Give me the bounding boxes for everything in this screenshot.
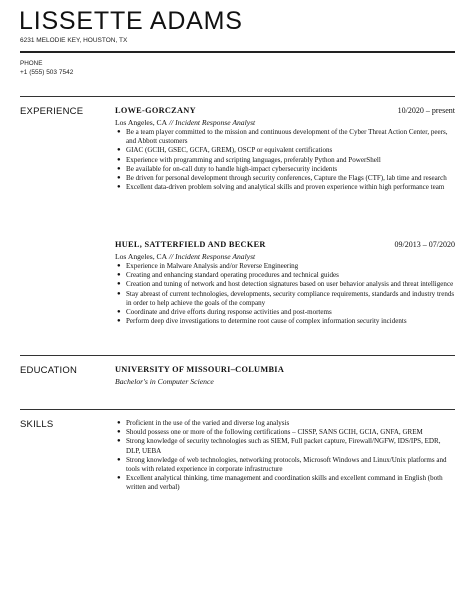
list-item bbox=[115, 165, 455, 174]
list-item bbox=[115, 428, 455, 437]
bullet-icon: ● bbox=[117, 184, 121, 191]
section-title-experience: EXPERIENCE bbox=[20, 106, 84, 117]
separator: // bbox=[167, 252, 176, 261]
header-divider bbox=[20, 51, 455, 53]
company-name: HUEL, SATTERFIELD AND BECKER bbox=[115, 240, 266, 249]
section-title-education: EDUCATION bbox=[20, 365, 78, 376]
list-item bbox=[115, 308, 455, 317]
list-item bbox=[115, 262, 455, 271]
bullet-text: GIAC (GCIH, GSEC, GCFA, GREM), OSCP or equivalent certifications bbox=[126, 146, 333, 155]
employment-dates: 10/2020 – present bbox=[397, 106, 455, 115]
bullet-icon: ● bbox=[117, 318, 121, 325]
separator: // bbox=[167, 118, 176, 127]
bullet-text: Experience in Malware Analysis and/or Reverse Engineering bbox=[126, 262, 299, 270]
skills-entry bbox=[115, 419, 455, 493]
skill-text: Should possess one or more of the following certifications – CISSP, SANS GCIH, GCIA, GNFA, GREM bbox=[126, 428, 423, 437]
list-item bbox=[115, 128, 455, 146]
employment-dates: 09/2013 – 07/2020 bbox=[394, 240, 455, 249]
bullet-text: Perform deep dive investigations to determine root cause of complex information security incidents bbox=[126, 317, 407, 326]
skill-text: Strong knowledge of web technologies, networking protocols, Microsoft Windows and Linux/Unix platforms and tools with related experience in corporate infrastructure bbox=[126, 455, 447, 474]
list-item bbox=[115, 174, 455, 183]
bullet-icon: ● bbox=[117, 309, 121, 316]
location: Los Angeles, CA bbox=[115, 252, 168, 261]
list-item bbox=[115, 290, 455, 308]
job-title: Incident Response Analyst bbox=[175, 118, 256, 127]
bullet-icon: ● bbox=[117, 129, 121, 135]
bullet-text: Creating and enhancing standard operating procedures and technical guides bbox=[126, 271, 339, 280]
bullet-list bbox=[115, 262, 455, 326]
list-item bbox=[115, 146, 455, 155]
job-title: Incident Response Analyst bbox=[175, 252, 256, 261]
degree: Bachelor's in Computer Science bbox=[115, 377, 214, 386]
skills-list bbox=[115, 419, 455, 493]
phone-number: +1 (555) 503 7542 bbox=[20, 69, 74, 76]
bullet-icon: ● bbox=[117, 429, 121, 436]
bullet-text: Creation and tuning of network and host detection signatures based on user behavior analysis and threat intelligence bbox=[126, 280, 454, 289]
bullet-icon: ● bbox=[117, 147, 121, 154]
bullet-text: Excellent data-driven problem solving and analytical skills and proven experience within high performance team bbox=[126, 183, 445, 192]
entry-header bbox=[115, 240, 455, 251]
bullet-text: Be available for on-call duty to handle high-impact cybersecurity incidents bbox=[126, 164, 338, 173]
company-name: LOWE-GORCZANY bbox=[115, 106, 196, 115]
bullet-icon: ● bbox=[117, 475, 121, 482]
skill-text: Proficient in the use of the varied and diverse log analysis bbox=[126, 419, 290, 427]
bullet-icon: ● bbox=[117, 272, 121, 279]
list-item bbox=[115, 456, 455, 474]
list-item bbox=[115, 474, 455, 492]
education-entry bbox=[115, 365, 455, 386]
bullet-icon: ● bbox=[117, 456, 121, 463]
bullet-icon: ● bbox=[117, 175, 121, 182]
experience-entry bbox=[115, 106, 455, 192]
list-item bbox=[115, 280, 455, 289]
list-item bbox=[115, 419, 455, 428]
bullet-text: Coordinate and drive efforts during response activities and post-mortems bbox=[126, 308, 332, 317]
bullet-icon: ● bbox=[117, 263, 121, 269]
bullet-icon: ● bbox=[117, 290, 121, 297]
experience-divider bbox=[20, 96, 455, 97]
bullet-text: Be driven for personal development through security conferences, Capture the Flags (CTF), lab time and research bbox=[126, 174, 447, 183]
experience-entry bbox=[115, 240, 455, 326]
location-role bbox=[115, 118, 455, 127]
bullet-icon: ● bbox=[117, 165, 121, 172]
location-role bbox=[115, 252, 455, 261]
skills-divider bbox=[20, 409, 455, 410]
bullet-list bbox=[115, 128, 455, 192]
entry-header bbox=[115, 365, 455, 376]
bullet-text: Be a team player committed to the mission and continuous development of the Cyber Threat Action Center, peers, and Abbott customers bbox=[126, 128, 448, 146]
skill-text: Excellent analytical thinking, time management and coordination skills and excellent command in English (both written and verbal) bbox=[126, 474, 443, 492]
list-item bbox=[115, 183, 455, 192]
entry-header bbox=[115, 106, 455, 117]
school-name: UNIVERSITY OF MISSOURI–COLUMBIA bbox=[115, 365, 285, 374]
list-item bbox=[115, 437, 455, 455]
bullet-text: Stay abreast of current technologies, developments, security compliance requirements, standards and industry trends in order to help achieve the goals of the company bbox=[126, 289, 455, 307]
bullet-icon: ● bbox=[117, 281, 121, 288]
candidate-name: LISSETTE ADAMS bbox=[19, 7, 243, 35]
bullet-icon: ● bbox=[117, 438, 121, 445]
section-title-skills: SKILLS bbox=[20, 419, 54, 430]
address: 6231 MELODIE KEY, HOUSTON, TX bbox=[20, 37, 128, 44]
list-item bbox=[115, 156, 455, 165]
location: Los Angeles, CA bbox=[115, 118, 168, 127]
list-item bbox=[115, 271, 455, 280]
list-item bbox=[115, 317, 455, 326]
education-divider bbox=[20, 355, 455, 356]
bullet-text: Experience with programming and scripting languages, preferably Python and PowerShell bbox=[126, 155, 381, 164]
skill-text: Strong knowledge of security technologies such as SIEM, Full packet capture, Firewall/NGFW, IDS/IPS, EDR, DLP, UEBA bbox=[126, 437, 441, 455]
phone-label: PHONE bbox=[20, 60, 43, 67]
bullet-icon: ● bbox=[117, 420, 121, 426]
bullet-icon: ● bbox=[117, 156, 121, 163]
